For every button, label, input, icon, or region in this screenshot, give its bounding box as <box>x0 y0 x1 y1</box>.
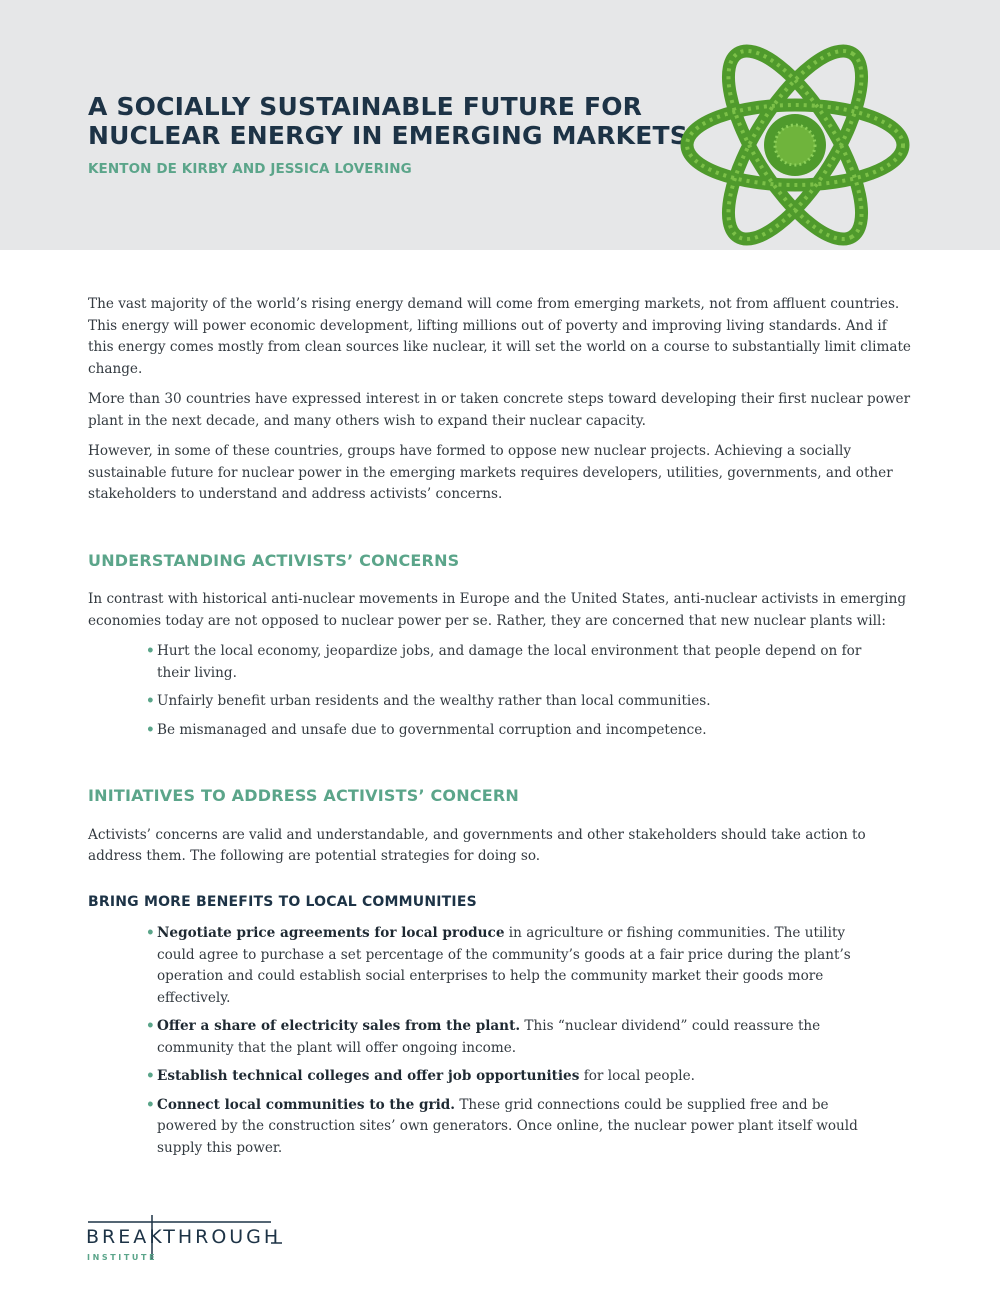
initiatives-paragraph: Activists’ concerns are valid and understandable, and governments and other stakeholders should take action to address them. The following are potential strategies for doing so. <box>88 826 866 864</box>
list-item-text: in agriculture or fishing communities. The utility could agree to purchase a set percentage of the community’s goods at a fair price during the plant’s operation and could establish social enterprises to help the community market their goods more effectively. <box>157 925 851 1006</box>
bullet-dot-icon: • <box>146 1068 155 1084</box>
list-item-text: These grid connections could be supplied free and be powered by the construction sites’ own generators. Once online, the nuclear power plant itself would supply this power. <box>157 1096 858 1156</box>
green-atom-icon <box>675 18 915 273</box>
list-item <box>146 1095 886 1160</box>
list-item-text: for local people. <box>579 1068 695 1084</box>
intro-paragraph-2: More than 30 countries have expressed interest in or taken concrete steps toward developing their first nuclear power plant in the next decade, and many others wish to expand their nuclear capacity. <box>88 391 911 429</box>
intro-paragraph-1: The vast majority of the world’s rising energy demand will come from emerging markets, not from affluent countries. This energy will power economic development, lifting millions out of poverty and improving living standards. And if this energy comes mostly from clean sources like nuclear, it will set the world on a course to substantially limit climate change. <box>88 296 911 377</box>
bullet-dot-icon: • <box>146 643 155 659</box>
list-item-text: Unfairly benefit urban residents and the wealthy rather than local communities. <box>157 693 711 709</box>
header-banner <box>0 0 1000 250</box>
concerns-list <box>146 641 886 741</box>
document-title: A SOCIALLY SUSTAINABLE FUTURE FOR NUCLEAR ENERGY IN EMERGING MARKETS <box>88 92 688 150</box>
list-item-bold: Establish technical colleges and offer job opportunities <box>157 1068 580 1084</box>
bullet-dot-icon: • <box>146 1096 155 1113</box>
section-heading-concerns: UNDERSTANDING ACTIVISTS’ CONCERNS <box>88 550 460 570</box>
list-item-text: Be mismanaged and unsafe due to governmental corruption and incompetence. <box>157 721 707 738</box>
logo-name: BREAKTHROUGH <box>86 1226 282 1248</box>
list-item-bold: Offer a share of electricity sales from the plant. <box>157 1018 521 1034</box>
list-item <box>146 1016 886 1059</box>
list-item <box>146 720 886 742</box>
intro-paragraph-3: However, in some of these countries, groups have formed to oppose new nuclear projects. Achieving a socially sustainable future for nuclear power in the emerging markets requires developers, utilities, governments, and other stakeholders to understand and address activists’ concerns. <box>88 443 893 502</box>
subheading-local-benefits: BRING MORE BENEFITS TO LOCAL COMMUNITIES <box>88 893 477 910</box>
bullet-dot-icon: • <box>146 1018 155 1034</box>
bullet-dot-icon: • <box>146 721 155 738</box>
section-heading-initiatives: INITIATIVES TO ADDRESS ACTIVISTS’ CONCERN <box>88 786 520 805</box>
main-content <box>88 294 914 1166</box>
authors: KENTON DE KIRBY AND JESSICA LOVERING <box>88 161 412 177</box>
bullet-dot-icon: • <box>146 925 155 941</box>
logo-subtitle: INSTITUTE <box>87 1253 158 1262</box>
initiatives-list <box>146 923 886 1159</box>
list-item-bold: Connect local communities to the grid. <box>157 1096 456 1113</box>
list-item-text: Hurt the local economy, jeopardize jobs, and damage the local environment that people depend on for their living. <box>157 643 862 681</box>
list-item-bold: Negotiate price agreements for local produce <box>157 925 505 941</box>
list-item <box>146 641 886 684</box>
list-item <box>146 1066 886 1088</box>
list-item-text: This “nuclear dividend” could reassure the community that the plant will offer ongoing income. <box>157 1018 821 1056</box>
list-item <box>146 691 886 713</box>
bullet-dot-icon: • <box>146 693 155 709</box>
breakthrough-logo <box>86 1212 296 1267</box>
list-item <box>146 923 886 1009</box>
concerns-paragraph: In contrast with historical anti-nuclear movements in Europe and the United States, anti-nuclear activists in emerging economies today are not opposed to nuclear power per se. Rather, they are concerned that new nuclear plants will: <box>88 591 907 629</box>
